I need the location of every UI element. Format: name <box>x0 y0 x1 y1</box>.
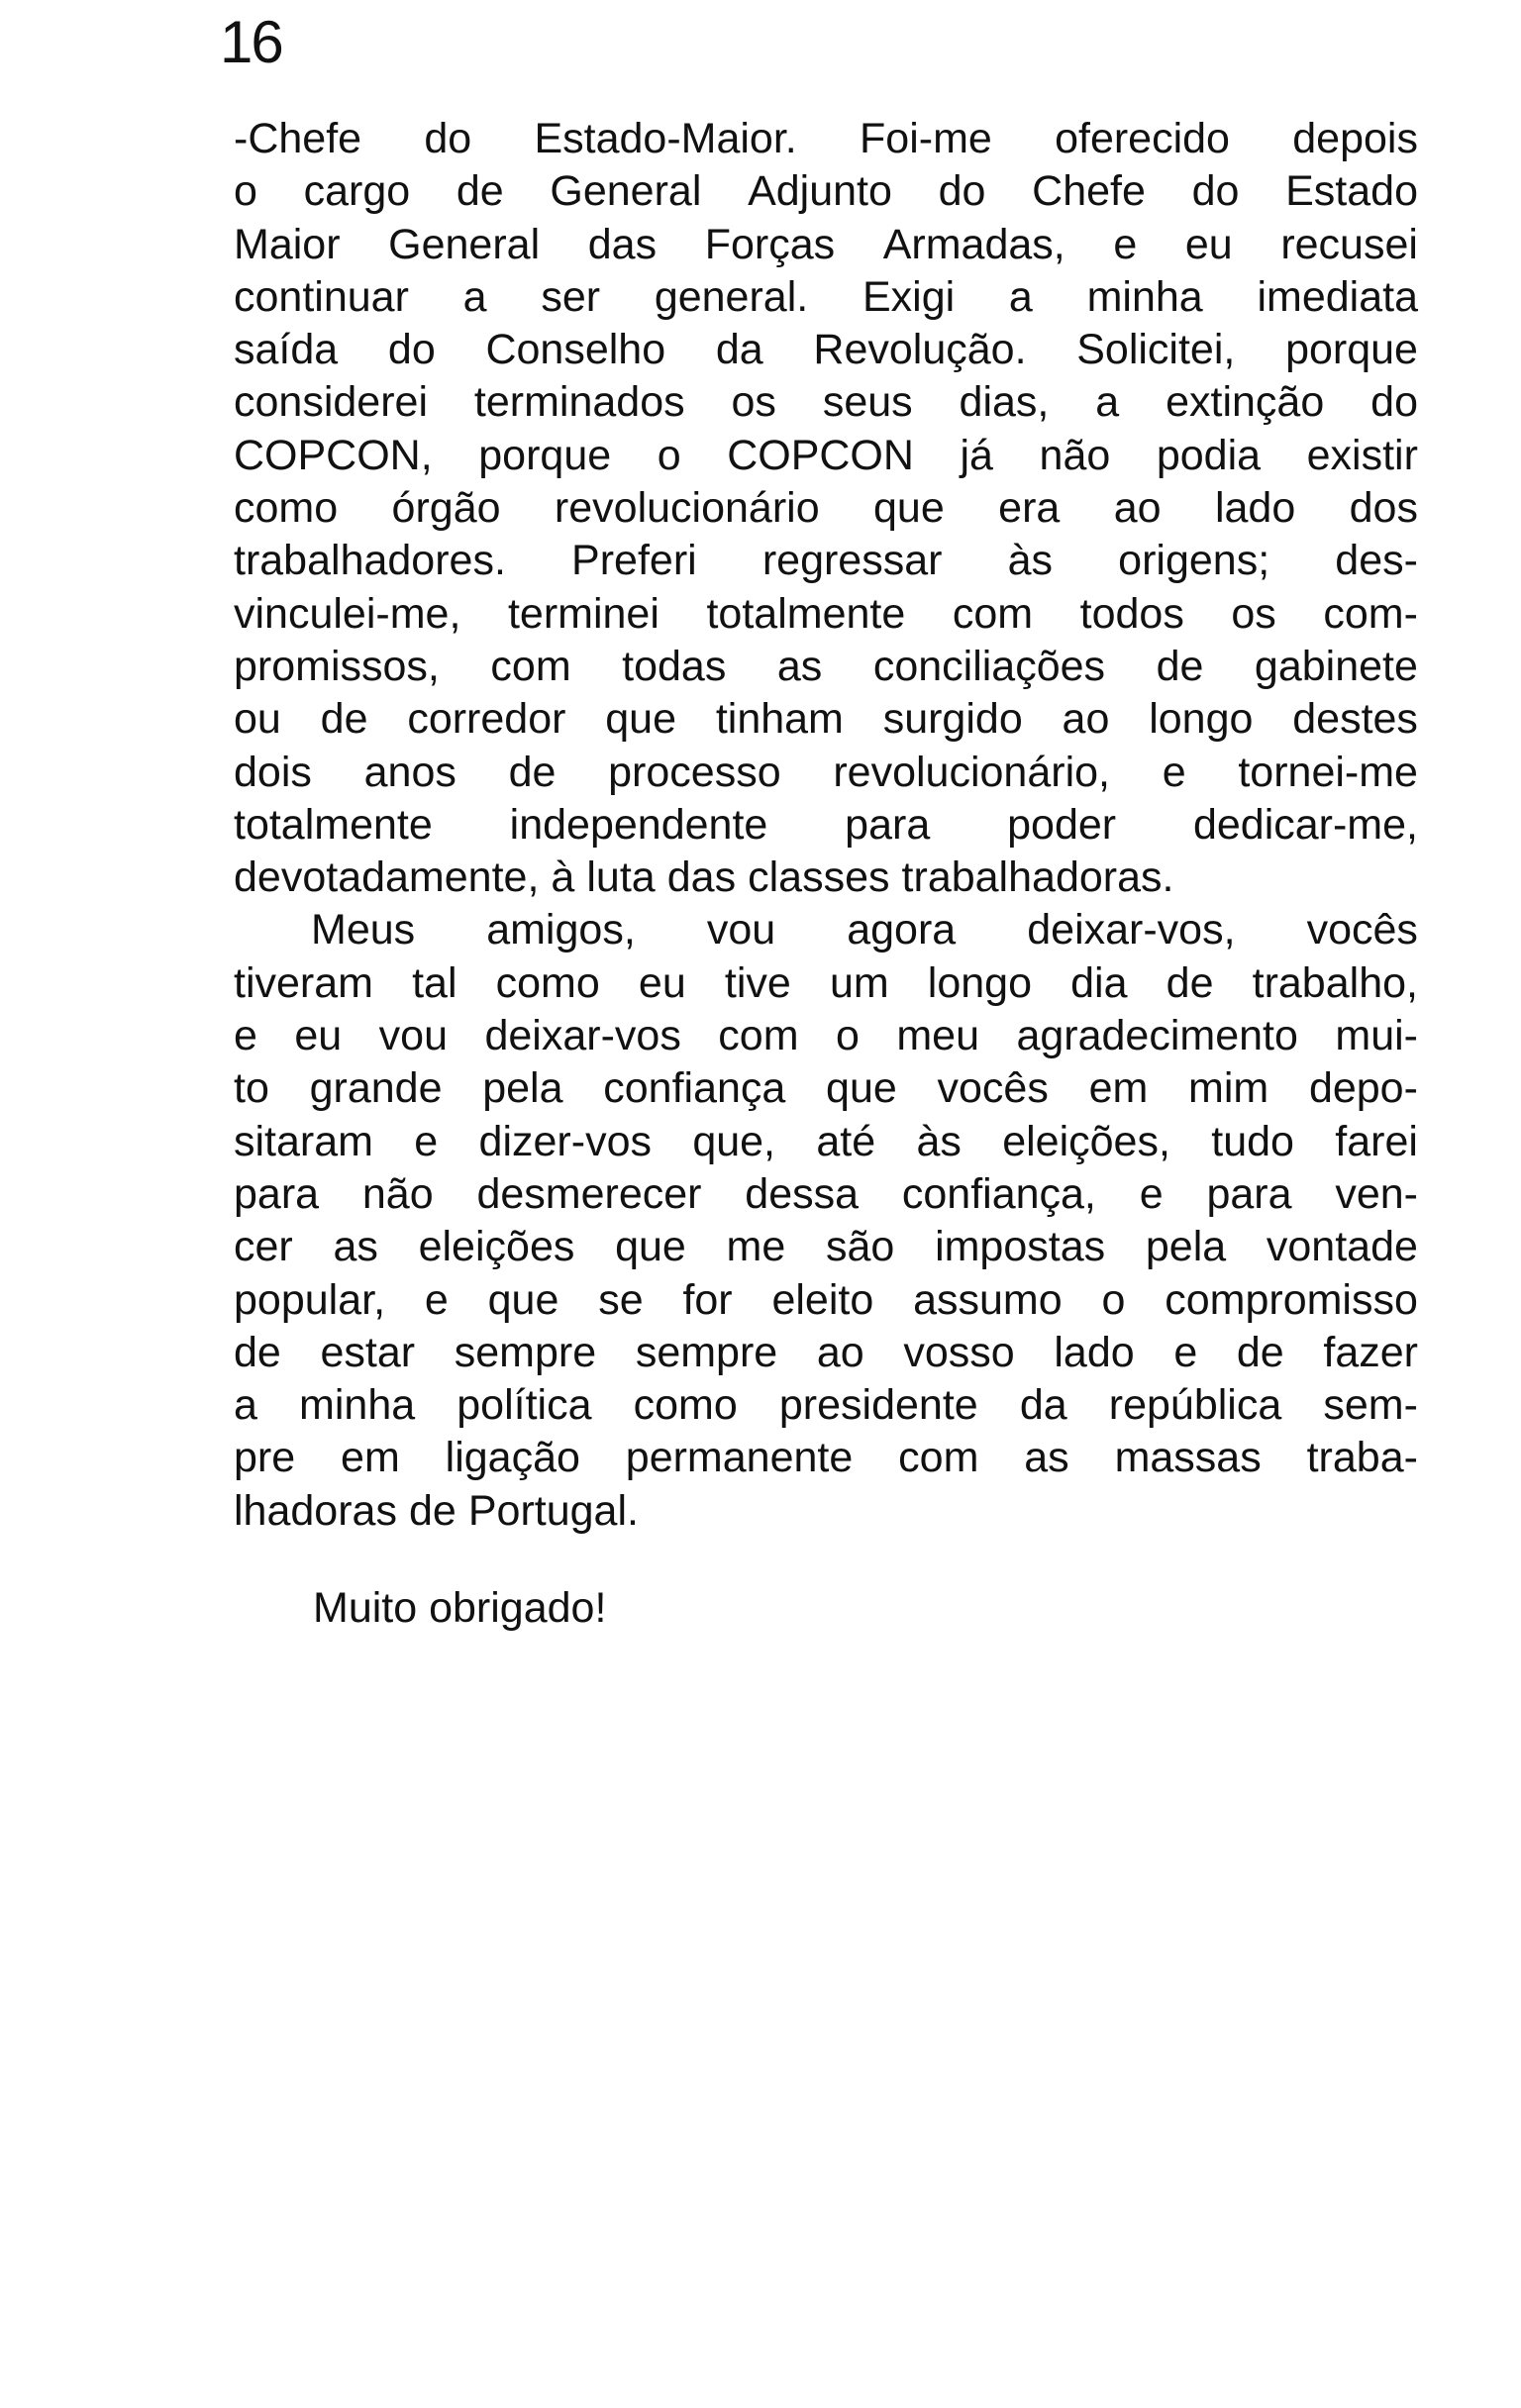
text-line: totalmente independente para poder dedicar-me, <box>234 800 1418 849</box>
text-line: considerei terminados os seus dias, a extinção do <box>234 378 1418 427</box>
text-line: para não desmerecer dessa confiança, e para ven- <box>234 1169 1418 1218</box>
text-line: promissos, com todas as conciliações de gabinete <box>234 642 1418 690</box>
text-line: to grande pela confiança que vocês em mim depo- <box>234 1064 1418 1113</box>
text-line: tiveram tal como eu tive um longo dia de trabalho, <box>234 958 1418 1007</box>
text-line: COPCON, porque o COPCON já não podia existir <box>234 431 1418 479</box>
body-text <box>234 113 1418 1538</box>
text-line: ou de corredor que tinham surgido ao longo destes <box>234 695 1418 744</box>
text-line: trabalhadores. Preferi regressar às origens; des- <box>234 537 1418 585</box>
text-line: Meus amigos, vou agora deixar-vos, vocês <box>311 906 1418 954</box>
text-line: pre em ligação permanente com as massas traba- <box>234 1434 1418 1482</box>
text-line: a minha política como presidente da república sem- <box>234 1381 1418 1430</box>
text-line: continuar a ser general. Exigi a minha imediata <box>234 272 1418 321</box>
closing-line: Muito obrigado! <box>313 1584 607 1632</box>
page-number: 16 <box>220 9 282 75</box>
text-line: cer as eleições que me são impostas pela vontade <box>234 1223 1418 1271</box>
text-line: dois anos de processo revolucionário, e tornei-me <box>234 748 1418 796</box>
text-line: o cargo de General Adjunto do Chefe do Estado <box>234 167 1418 216</box>
text-line: como órgão revolucionário que era ao lado dos <box>234 484 1418 533</box>
text-line: vinculei-me, terminei totalmente com todos os com- <box>234 589 1418 638</box>
text-line: sitaram e dizer-vos que, até às eleições, tudo farei <box>234 1117 1418 1165</box>
text-line: saída do Conselho da Revolução. Solicitei, porque <box>234 326 1418 374</box>
text-line: popular, e que se for eleito assumo o compromisso <box>234 1275 1418 1324</box>
text-line: Maior General das Forças Armadas, e eu recusei <box>234 220 1418 268</box>
text-line: devotadamente, à luta das classes trabalhadoras. <box>234 853 1174 902</box>
text-line: -Chefe do Estado-Maior. Foi-me oferecido depois <box>234 115 1418 162</box>
text-line: lhadoras de Portugal. <box>234 1486 639 1535</box>
text-line: de estar sempre sempre ao vosso lado e de fazer <box>234 1328 1418 1376</box>
text-line: e eu vou deixar-vos com o meu agradecimento mui- <box>234 1012 1418 1060</box>
